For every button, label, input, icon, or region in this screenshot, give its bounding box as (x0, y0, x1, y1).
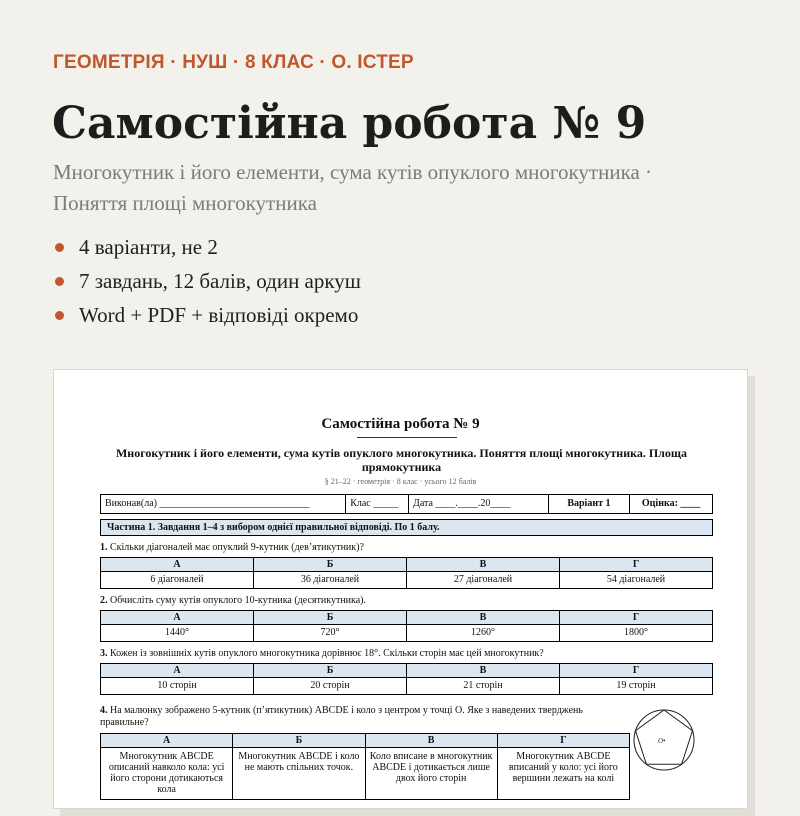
answer-option: 20 сторін (254, 678, 407, 695)
option-letter: А (101, 611, 254, 625)
center-label: O• (658, 737, 666, 745)
feature-item (53, 264, 361, 298)
answer-option: 1800° (560, 625, 713, 642)
answer-option: 1260° (407, 625, 560, 642)
option-letter: Б (254, 664, 407, 678)
option-letter: Б (254, 611, 407, 625)
grade-field: Оцінка: ____ (641, 498, 701, 509)
feature-label: 7 завдань, 12 балів, один аркуш (79, 269, 361, 293)
answer-option: 36 діагоналей (254, 572, 407, 589)
question-text: Кожен із зовнішніх кутів опуклого многокутника дорівнює 18°. Скільки сторін має цей многокутник? (110, 648, 544, 659)
answer-option: 21 сторін (407, 678, 560, 695)
answer-table-2 (100, 610, 713, 642)
answer-option: 19 сторін (560, 678, 713, 695)
feature-label: Word + PDF + відповіді окремо (79, 303, 359, 327)
question-4 (100, 705, 610, 729)
question-text: Скільки діагоналей має опуклий 9-кутник (дев’ятикутник)? (110, 542, 364, 553)
sheet-meta: § 21–22 · геометрія · 8 клас · усього 12 балів (324, 477, 477, 486)
answer-table-3 (100, 663, 713, 695)
bullet-dot-icon (55, 311, 64, 320)
question-3 (100, 648, 544, 659)
student-info-row (100, 494, 713, 514)
question-number: 2. (100, 595, 108, 606)
page-title: Самостійна робота № 9 (52, 98, 647, 149)
bullet-dot-icon (55, 277, 64, 286)
class-field: Клас _____ (346, 495, 409, 513)
feature-label: 4 варіанти, не 2 (79, 235, 218, 259)
name-field: Виконав(ла) ______________________________ (101, 495, 346, 513)
answer-option: Коло вписане в многокутник ABCDE і дотикається лише двох його сторін (365, 748, 497, 800)
answer-option: 54 діагоналей (560, 572, 713, 589)
option-letter: А (101, 558, 254, 572)
pentagon-circle-figure (632, 708, 696, 772)
question-text: На малюнку зображено 5-кутник (п’ятикутник) ABCDE і коло з центром у точці O. Яке з наведених тверджень правильне? (100, 705, 583, 728)
answer-option: 10 сторін (101, 678, 254, 695)
bullet-dot-icon (55, 243, 64, 252)
option-letter: А (101, 734, 233, 748)
question-number: 1. (100, 542, 108, 553)
option-letter: Б (233, 734, 365, 748)
title-underline (357, 437, 457, 438)
variant-label: Варіант 1 (549, 495, 631, 513)
page-subtitle: Многокутник і його елементи, сума кутів опуклого многокутника · Поняття площі многокутника (53, 160, 653, 215)
date-field: Дата ____.____.20____ (409, 495, 549, 513)
option-letter: В (407, 664, 560, 678)
option-letter: Г (560, 664, 713, 678)
question-text: Обчисліть суму кутів опуклого 10-кутника (десятикутника). (110, 595, 366, 606)
option-letter: В (365, 734, 497, 748)
answer-option: 1440° (101, 625, 254, 642)
option-letter: Г (560, 611, 713, 625)
answer-option: 6 діагоналей (101, 572, 254, 589)
question-number: 3. (100, 648, 108, 659)
answer-option: Многокутник ABCDE описаний навколо кола: усі його сторони дотикаються кола (101, 748, 233, 800)
part-1-header: Частина 1. Завдання 1–4 з вибором однієї правильної відповіді. По 1 балу. (100, 519, 713, 536)
feature-item (53, 230, 361, 264)
subject-kicker: ГЕОМЕТРІЯ · НУШ · 8 КЛАС · О. ІСТЕР (53, 52, 414, 73)
option-letter: Г (497, 734, 629, 748)
answer-option: 27 діагоналей (407, 572, 560, 589)
answer-option: 720° (254, 625, 407, 642)
option-letter: Г (560, 558, 713, 572)
sheet-title: Самостійна робота № 9 (321, 416, 480, 432)
feature-list (53, 230, 361, 332)
option-letter: Б (254, 558, 407, 572)
question-2 (100, 595, 366, 606)
option-letter: В (407, 558, 560, 572)
answer-table-4 (100, 733, 630, 800)
option-letter: А (101, 664, 254, 678)
question-1 (100, 542, 364, 553)
option-letter: В (407, 611, 560, 625)
answer-table-1 (100, 557, 713, 589)
worksheet-preview (53, 369, 748, 809)
answer-option: Многокутник ABCDE і коло не мають спільних точок. (233, 748, 365, 800)
answer-option: Многокутник ABCDE вписаний у коло: усі його вершини лежать на колі (497, 748, 629, 800)
sheet-subtitle: Многокутник і його елементи, сума кутів опуклого многокутника. Поняття площі многокутника. Площа прямокутника (115, 446, 688, 474)
feature-item (53, 298, 361, 332)
question-number: 4. (100, 705, 108, 716)
